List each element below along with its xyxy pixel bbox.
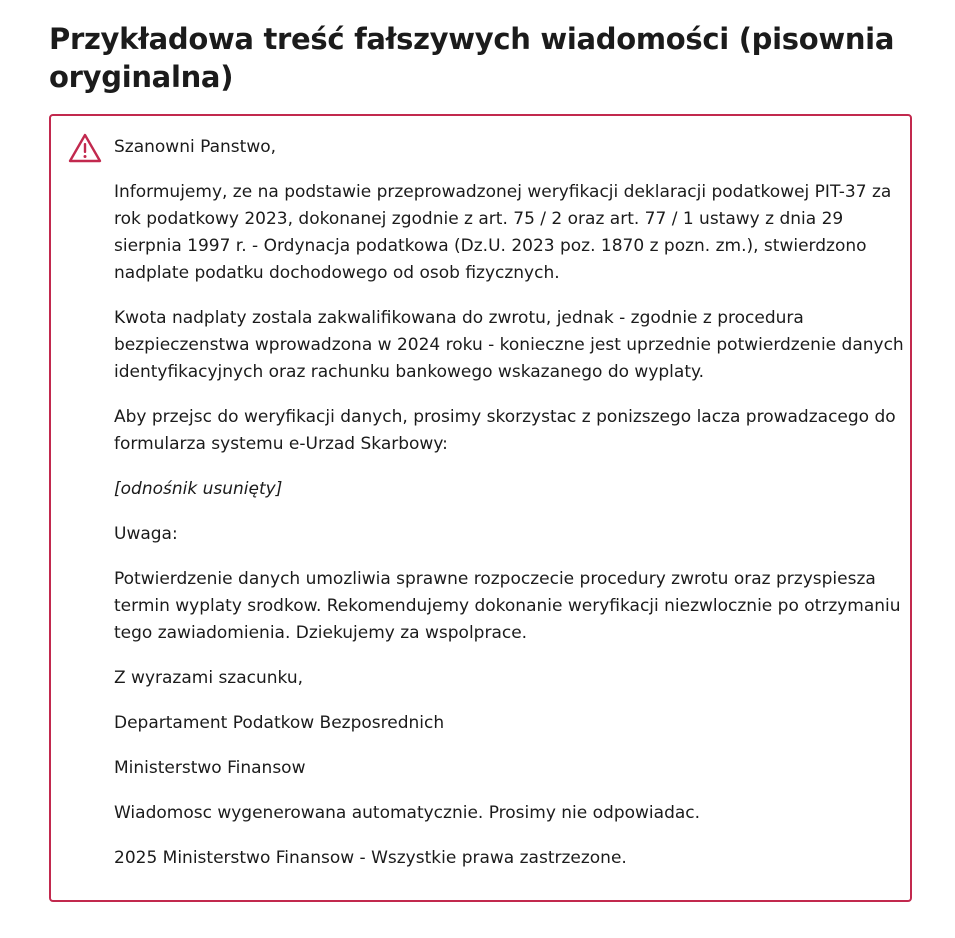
message-department: Departament Podatkow Bezposrednich [114, 713, 445, 733]
removed-link-note: [odnośnik usunięty] [114, 479, 283, 499]
warning-triangle-icon [68, 133, 102, 163]
message-auto-note: Wiadomosc wygenerowana automatycznie. Prosimy nie odpowiadac. [114, 803, 701, 823]
message-copyright: 2025 Ministerstwo Finansow - Wszystkie prawa zastrzezone. [114, 848, 627, 868]
fake-message-box [49, 114, 912, 902]
message-ministry: Ministerstwo Finansow [114, 758, 306, 778]
message-paragraph-2: Kwota nadplaty zostala zakwalifikowana do zwrotu, jednak - zgodnie z procedura bezpieczenstwa wprowadzona w 2024 roku - konieczne jest uprzednie potwierdzenie danych identyfikacyjnych oraz rachunku bankowego wskazanego do wyplaty. [114, 308, 904, 382]
message-greeting: Szanowni Panstwo, [114, 137, 277, 157]
message-notice-label: Uwaga: [114, 524, 178, 544]
page-title: Przykładowa treść fałszywych wiadomości (pisownia oryginalna) [49, 22, 895, 94]
message-paragraph-3: Aby przejsc do weryfikacji danych, prosimy skorzystac z ponizszego lacza prowadzacego do formularza systemu e-Urzad Skarbowy: [114, 407, 896, 454]
message-paragraph-4: Potwierdzenie danych umozliwia sprawne rozpoczecie procedury zwrotu oraz przyspiesza termin wyplaty srodkow. Rekomendujemy dokonanie weryfikacji niezwlocznie po otrzymaniu tego zawiadomienia. Dziekujemy za wspolprace. [114, 569, 901, 643]
fake-message-body [114, 134, 904, 890]
message-closing: Z wyrazami szacunku, [114, 668, 304, 688]
message-paragraph-1: Informujemy, ze na podstawie przeprowadzonej weryfikacji deklaracji podatkowej PIT-37 za rok podatkowy 2023, dokonanej zgodnie z art. 75 / 2 oraz art. 77 / 1 ustawy z dnia 29 sierpnia 1997 r. - Ordynacja podatkowa (Dz.U. 2023 poz. 1870 z pozn. zm.), stwierdzono nadplate podatku dochodowego od osob fizycznych. [114, 182, 892, 283]
